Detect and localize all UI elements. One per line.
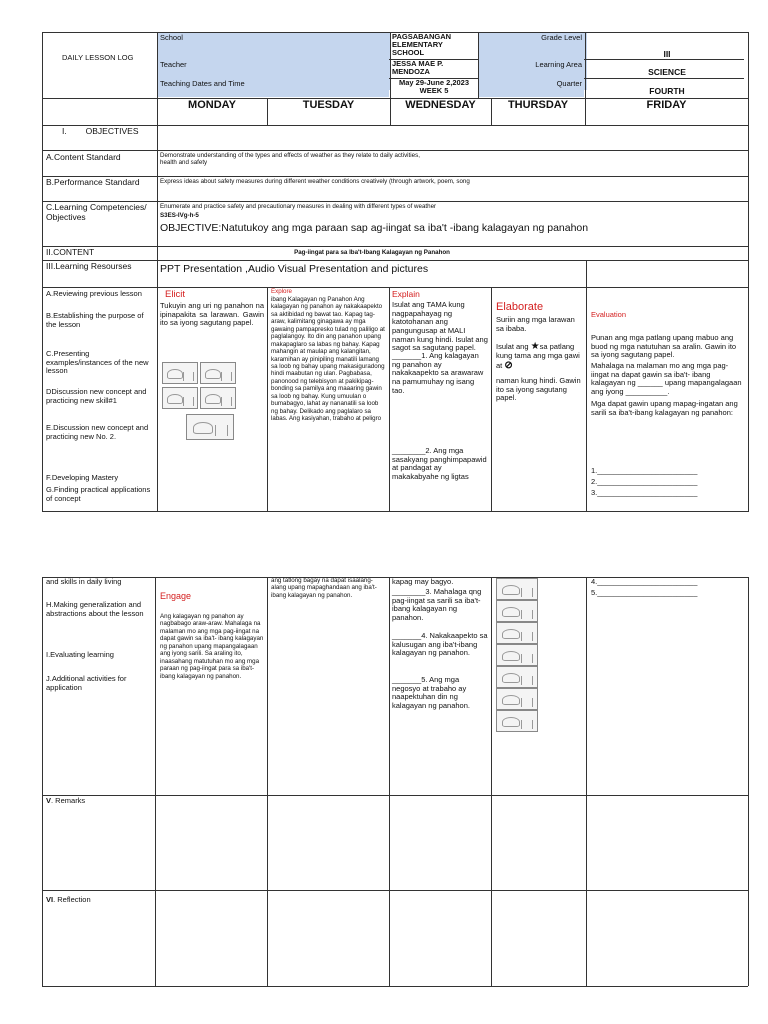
proc-e: E.Discussion new concept and practicing new No. 2. <box>46 423 149 441</box>
blank-4: 4.________________________ <box>591 577 698 586</box>
elaborate-line3: naman kung hindi. Gawin ito sa iyong sagutang papel. <box>496 376 581 403</box>
competencies-label: C.Learning Competencies/ Objectives <box>46 202 147 222</box>
weather-picture-4 <box>200 387 236 409</box>
competency-code: S3ES-IVg-h-5 <box>160 212 199 219</box>
evaluation-text-3: Mga dapat gawin upang mapag-ingatan ang sarili sa iba't-ibang kalagayan ng panahon: <box>591 399 738 417</box>
weather-picture-1 <box>162 362 198 384</box>
proc-h: H.Making generalization and abstractions about the lesson <box>46 600 144 618</box>
log-title: DAILY LESSON LOG <box>62 53 134 62</box>
elaborate-line2a: Isulat ang <box>496 341 529 351</box>
weather-picture-3 <box>162 387 198 409</box>
reflection-number: VI <box>46 895 54 904</box>
elaborate-line2 <box>496 342 584 371</box>
competencies-text: Enumerate and practice safety and precautionary measures in dealing with different types of weather <box>160 203 437 210</box>
elicit-title: Elicit <box>165 289 186 300</box>
explore-text-cont: ang tatlong bagay na dapat isaalang-alang upang mapaghandaan ang iba't-ibang kalagayan ng panahon. <box>271 577 377 599</box>
evaluation-text-2: Mahalaga na malaman mo ang mga pag-iingat na dapat gawin sa iba't- ibang kalagayan ng ______ upang mapangalagaan ang iyong __________. <box>591 361 742 396</box>
school-value: PAGSABANGAN ELEMENTARY SCHOOL <box>392 32 452 57</box>
activity-picture-3 <box>496 622 538 644</box>
activity-picture-5 <box>496 666 538 688</box>
resources-text: PPT Presentation ,Audio Visual Presentation and pictures <box>160 263 429 275</box>
area-label: Learning Area <box>535 60 582 69</box>
reflection-text: . Reflection <box>53 895 91 904</box>
dates-label: Teaching Dates and Time <box>160 79 245 88</box>
objective-text: OBJECTIVE:Natutukoy ang mga paraan sap ag-iingat sa iba't -ibang kalagayan ng panahon <box>160 222 589 234</box>
day-monday: MONDAY <box>188 99 236 111</box>
proc-j: J.Additional activities for application <box>46 674 127 692</box>
activity-picture-6 <box>496 688 538 710</box>
performance-label: B.Performance Standard <box>46 177 140 187</box>
remarks-label <box>46 797 85 806</box>
teacher-value: JESSA MAE P. MENDOZA <box>392 59 444 76</box>
evaluation-title: Evaluation <box>591 310 627 319</box>
activity-picture-4 <box>496 644 538 666</box>
proc-d: DDiscussion new concept and practicing new skill#1 <box>46 387 147 405</box>
weather-picture-5 <box>186 414 234 440</box>
activity-picture-2 <box>496 600 538 622</box>
question-1: _______1. Ang kalagayan ng panahon ay nakakaapekto sa arawaraw na pamumuhay ng isang tao. <box>392 351 484 395</box>
proc-g: G.Finding practical applications of concept <box>46 485 151 503</box>
question-2-cont: kapag may bagyo. <box>392 577 454 586</box>
star-icon: ★ <box>530 341 540 352</box>
proc-a: A.Reviewing previous lesson <box>46 289 142 298</box>
dates-value: May 29-June 2,2023 WEEK 5 <box>398 78 470 96</box>
explore-text: ibang Kalagayan ng Panahon Ang kalagayan ng panahon ay nakakaapekto sa aktibidad ng bawat tao. Kapag tag-araw, kalimitang ginagawa ay mga gawaing pampapresko tulad ng paliligo at paglalangoy. Ito din ang panahon upang makapaglaro sa labas ng bahay. Kapag mahangin at maulap ang kalangitan, karamihan ay pinipiling manatili lamang sa loob ng bahay upang makasiguradong hindi maabutan ng ulan. Pagbabasa, panonood ng telebisyon at pakikipag-bonding sa pamilya ang maaaring gawin sa loob ng bahay. Kung umuulan o bumabagyo, lahat ay nananatili sa loob ng bahay. Delikado ang paglalaro sa labas. Ang kasiyahan, trabaho at peligro <box>271 296 385 422</box>
content-label: II.CONTENT <box>46 247 95 257</box>
school-label: School <box>160 33 183 42</box>
content-standard-text: Demonstrate understanding of the types and effects of weather as they relate to daily activities, health and safety <box>160 152 420 167</box>
elaborate-title: Elaborate <box>496 301 544 313</box>
elicit-text: Tukuyin ang uri ng panahon na ipinapakita sa larawan. Gawin ito sa iyong sagutang papel. <box>160 301 264 328</box>
proc-f: F.Developing Mastery <box>46 473 119 482</box>
weather-picture-2 <box>200 362 236 384</box>
explain-text: Isulat ang TAMA kung nagpapahayag ng katotohanan ang pangungusap at MALI naman kung hindi. Isulat ang sagot sa sagutang papel. <box>392 300 488 353</box>
proc-b: B.Establishing the purpose of the lesson <box>46 311 144 329</box>
elaborate-line2b: sa patlang kung tama ang mga gawi at <box>496 341 580 370</box>
content-standard-label: A.Content Standard <box>46 152 121 162</box>
activity-picture-1 <box>496 578 538 600</box>
engage-text: Ang kalagayan ng panahon ay nagbabago araw-araw. Mahalaga na malaman mo ang mga pag-iingat na dapat gawin sa iba't- ibang kalagayan ng panahon upang mapangalagaan ang iyong sarili. Sa araling ito, inaasahang matutuhan mo ang mga paraan ng pag-iingat para sa iba't-ibang kalagayan ng panahon. <box>160 613 264 680</box>
question-4: _______4. Nakakaapekto sa kalusugan ang iba't-ibang kalagayan ng panahon. <box>392 631 488 658</box>
performance-text: Express ideas about safety measures during different weather conditions creatively (through artwork, poem, song <box>160 178 470 185</box>
proc-g-cont: and skills in daily living <box>46 577 122 586</box>
day-thursday: THURSDAY <box>507 99 569 111</box>
explain-title: Explain <box>392 289 420 299</box>
evaluation-text: Punan ang mga patlang upang mabuo ang buod ng mga natutuhan sa aralin. Gawin ito sa iyong sagutang papel. <box>591 333 737 360</box>
elaborate-line1: Suriin ang mga larawan sa ibaba. <box>496 315 575 333</box>
content-text: Pag-iingat para sa Iba't-Ibang Kalagayan ng Panahon <box>294 249 450 256</box>
grade-value: III <box>663 49 671 59</box>
teacher-label: Teacher <box>160 60 187 69</box>
grade-label: Grade Level <box>541 33 582 42</box>
ban-icon: ⊘ <box>504 359 513 371</box>
reflection-label <box>46 896 91 905</box>
quarter-value: FOURTH <box>649 86 685 96</box>
question-5: _______5. Ang mga negosyo at trabaho ay naapektuhan din ng kalagayan ng panahon. <box>392 675 470 710</box>
engage-title: Engage <box>160 591 192 601</box>
remarks-number: V <box>46 796 52 805</box>
activity-picture-7 <box>496 710 538 732</box>
area-value: SCIENCE <box>648 67 686 77</box>
blank-3: 3.________________________ <box>591 488 698 497</box>
question-2: ________2. Ang mga sasakyang panghimpapawid at pandagat ay makakabyahe ng ligtas <box>392 446 487 481</box>
explore-title: Explore <box>271 288 292 295</box>
blank-2: 2.________________________ <box>591 477 698 486</box>
day-tuesday: TUESDAY <box>302 99 355 111</box>
blank-1: 1.________________________ <box>591 466 698 475</box>
day-wednesday: WEDNESDAY <box>405 99 476 111</box>
quarter-label: Quarter <box>556 79 582 88</box>
day-friday: FRIDAY <box>646 99 687 111</box>
remarks-text: . Remarks <box>51 796 86 805</box>
proc-i: I.Evaluating learning <box>46 650 114 659</box>
question-3: ________3. Mahalaga qng pag-iingat sa sarili sa iba't-ibang kalagayan ng panahon. <box>392 587 482 622</box>
objectives-heading: I. OBJECTIVES <box>62 126 139 136</box>
resources-label: III.Learning Resourses <box>46 261 132 271</box>
proc-c: C.Presenting examples/instances of the new lesson <box>46 349 149 376</box>
blank-5: 5.________________________ <box>591 588 698 597</box>
